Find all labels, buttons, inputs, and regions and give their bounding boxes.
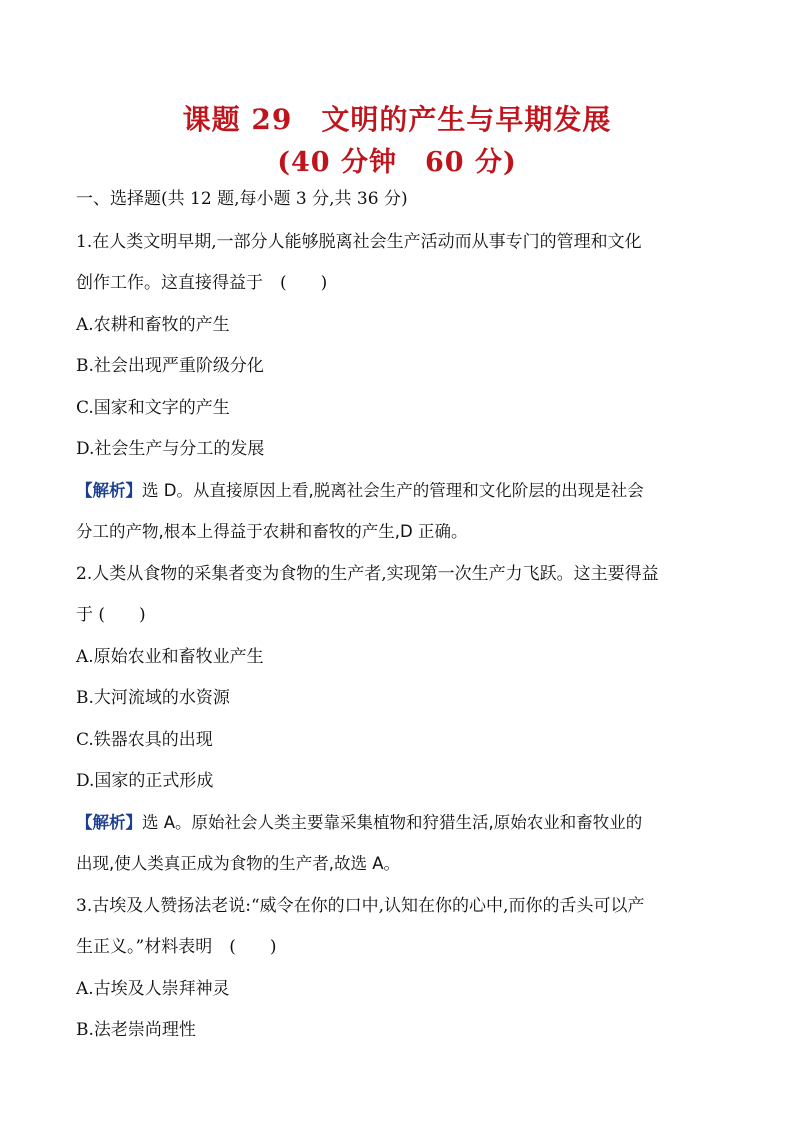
analysis-tag: 【解析】 [76,813,142,832]
question-1-stem-line-1: 1.在人类文明早期,一部分人能够脱离社会生产活动而从事专门的管理和文化 [76,232,642,252]
question-2-option-b: B.大河流域的水资源 [76,688,230,708]
question-1-option-a: A.农耕和畜牧的产生 [76,315,230,335]
question-2-analysis-line-2: 出现,使人类真正成为食物的生产者,故选 A。 [76,854,401,873]
analysis-text: 选 A。原始社会人类主要靠采集植物和狩猎生活,原始农业和畜牧业的 [142,813,643,832]
question-2-option-d: D.国家的正式形成 [76,771,214,791]
question-2-option-c: C.铁器农具的出现 [76,730,213,750]
question-1-stem-line-2: 创作工作。这直接得益于 ( ) [76,273,328,293]
time-score-subtitle: (40 分钟 60 分) [277,147,517,178]
question-2-stem-line-2: 于 ( ) [76,605,146,625]
lesson-title: 课题 29 文明的产生与早期发展 [182,103,612,136]
question-2-analysis-line-1 [76,811,726,835]
question-1-analysis-line-1 [76,479,726,503]
question-1-option-b: B.社会出现严重阶级分化 [76,356,264,376]
analysis-tag: 【解析】 [76,481,142,500]
question-1-option-d: D.社会生产与分工的发展 [76,439,265,459]
question-3-stem-line-2: 生正义。”材料表明 ( ) [76,937,277,957]
question-1-option-c: C.国家和文字的产生 [76,398,230,418]
question-1-analysis-line-2: 分工的产物,根本上得益于农耕和畜牧的产生,D 正确。 [76,522,468,541]
section-heading: 一、选择题(共 12 题,每小题 3 分,共 36 分) [76,189,408,209]
question-3-option-b: B.法老崇尚理性 [76,1020,196,1040]
question-3-option-a: A.古埃及人崇拜神灵 [76,979,230,999]
question-2-option-a: A.原始农业和畜牧业产生 [76,647,264,667]
question-2-stem-line-1: 2.人类从食物的采集者变为食物的生产者,实现第一次生产力飞跃。这主要得益 [76,564,659,584]
analysis-text: 选 D。从直接原因上看,脱离社会生产的管理和文化阶层的出现是社会 [142,481,644,500]
question-3-stem-line-1: 3.古埃及人赞扬法老说:“威令在你的口中,认知在你的心中,而你的舌头可以产 [76,896,645,916]
